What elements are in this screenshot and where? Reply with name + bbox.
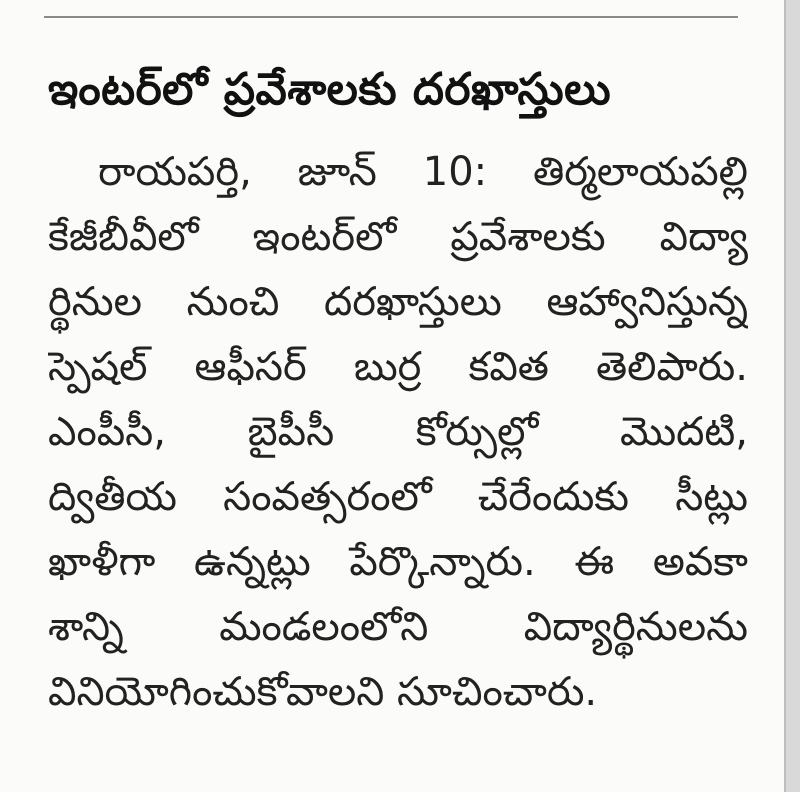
body-line: ర్థినుల నుంచి దరఖాస్తులు ఆహ్వానిస్తున్న bbox=[48, 279, 748, 325]
body-line: కేజీబీవీలో ఇంటర్‌లో ప్రవేశాలకు విద్యా bbox=[48, 214, 748, 260]
body-line: ద్వితీయ సంవత్సరంలో చేరేందుకు సీట్లు bbox=[48, 474, 748, 520]
body-line: ఖాళీగా ఉన్నట్లు పేర్కొన్నారు. ఈ అవకా bbox=[48, 539, 748, 585]
top-divider bbox=[44, 16, 738, 18]
article-headline: ఇంటర్‌లో ప్రవేశాలకు దరఖాస్తులు bbox=[48, 64, 612, 115]
body-line: రాయపర్తి, జూన్ 10: తిర్మలాయపల్లి bbox=[98, 149, 748, 195]
body-line: ఎంపీసీ, బైపీసీ కోర్సుల్లో మొదటి, bbox=[48, 409, 748, 455]
article-body bbox=[48, 140, 748, 725]
body-line: స్పెషల్ ఆఫీసర్ బుర్ర కవిత తెలిపారు. bbox=[48, 344, 748, 390]
body-line: వినియోగించుకోవాలని సూచించారు. bbox=[48, 669, 598, 715]
body-line: శాన్ని మండలంలోని విద్యార్థినులను bbox=[48, 604, 748, 650]
right-edge-strip bbox=[784, 0, 800, 792]
